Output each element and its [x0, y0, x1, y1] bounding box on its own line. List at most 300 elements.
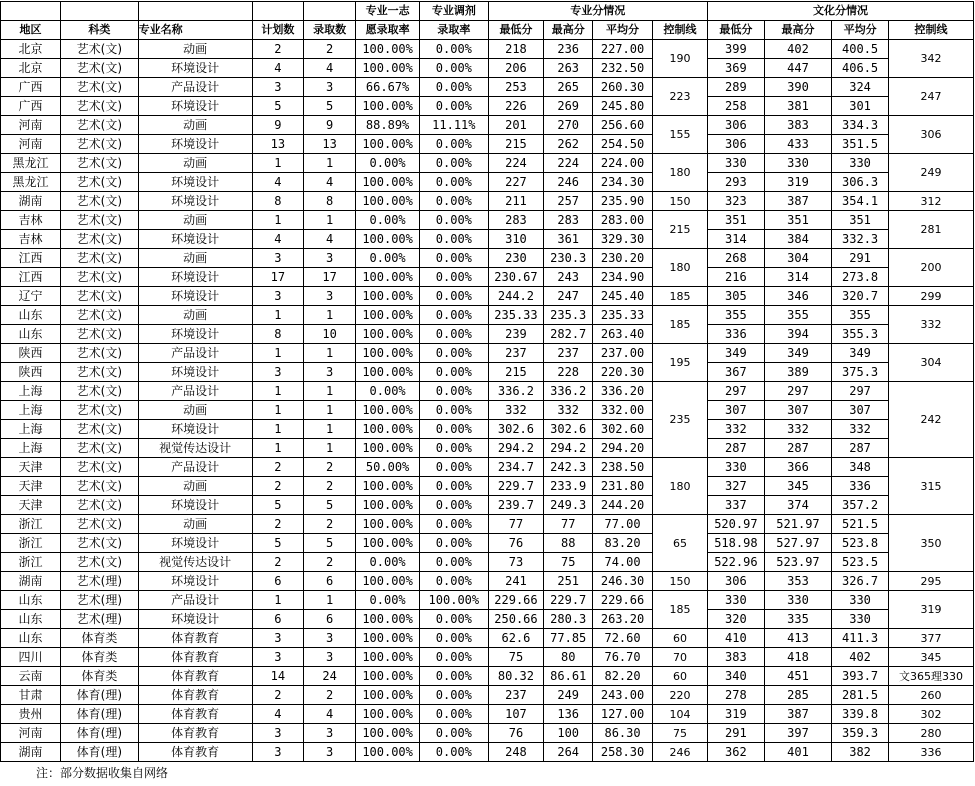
cell-culture-min: 258 [707, 97, 764, 116]
cell-plan: 3 [252, 743, 304, 762]
cell-first-choice-rate: 100.00% [356, 268, 420, 287]
cell-adjust-rate: 0.00% [420, 382, 488, 401]
table-row [1, 420, 974, 439]
cell-prof-avg: 127.00 [593, 705, 653, 724]
cell-adjust-rate: 0.00% [420, 59, 488, 78]
cell-adjust-rate: 11.11% [420, 116, 488, 135]
cell-admit: 9 [304, 116, 356, 135]
cell-prof-avg: 235.90 [593, 192, 653, 211]
cell-first-choice-rate: 100.00% [356, 363, 420, 382]
cell-prof-control: 75 [653, 724, 708, 743]
cell-culture-max: 297 [764, 382, 831, 401]
cell-prof-min: 206 [488, 59, 544, 78]
cell-prof-avg: 234.30 [593, 173, 653, 192]
cell-prof-max: 251 [544, 572, 593, 591]
cell-region: 山东 [1, 306, 61, 325]
cell-culture-avg: 357.2 [832, 496, 889, 515]
cell-admit: 4 [304, 705, 356, 724]
cell-prof-avg: 224.00 [593, 154, 653, 173]
cell-admit: 2 [304, 40, 356, 59]
header-prof-min: 最低分 [488, 21, 544, 40]
cell-prof-min: 310 [488, 230, 544, 249]
cell-prof-avg: 256.60 [593, 116, 653, 135]
cell-region: 黑龙江 [1, 154, 61, 173]
cell-prof-min: 248 [488, 743, 544, 762]
cell-culture-max: 319 [764, 173, 831, 192]
cell-adjust-rate: 0.00% [420, 458, 488, 477]
cell-culture-max: 390 [764, 78, 831, 97]
table-row [1, 344, 974, 363]
cell-prof-min: 234.7 [488, 458, 544, 477]
cell-adjust-rate: 0.00% [420, 306, 488, 325]
cell-region: 江西 [1, 249, 61, 268]
cell-culture-avg: 334.3 [832, 116, 889, 135]
cell-first-choice-rate: 0.00% [356, 553, 420, 572]
cell-culture-avg: 324 [832, 78, 889, 97]
cell-region: 广西 [1, 78, 61, 97]
cell-major: 环境设计 [138, 610, 252, 629]
table-row [1, 154, 974, 173]
cell-culture-avg: 400.5 [832, 40, 889, 59]
cell-admit: 1 [304, 439, 356, 458]
cell-first-choice-rate: 100.00% [356, 173, 420, 192]
cell-prof-avg: 336.20 [593, 382, 653, 401]
cell-first-choice-rate: 0.00% [356, 249, 420, 268]
cell-prof-max: 336.2 [544, 382, 593, 401]
cell-prof-min: 283 [488, 211, 544, 230]
cell-admit: 6 [304, 572, 356, 591]
cell-culture-control: 304 [889, 344, 974, 382]
cell-first-choice-rate: 66.67% [356, 78, 420, 97]
cell-major: 体育教育 [138, 705, 252, 724]
cell-culture-max: 401 [764, 743, 831, 762]
cell-prof-max: 294.2 [544, 439, 593, 458]
cell-major: 产品设计 [138, 344, 252, 363]
cell-adjust-rate: 0.00% [420, 610, 488, 629]
cell-culture-control: 280 [889, 724, 974, 743]
cell-first-choice-rate: 100.00% [356, 724, 420, 743]
cell-prof-control: 65 [653, 515, 708, 572]
cell-prof-avg: 243.00 [593, 686, 653, 705]
cell-culture-max: 387 [764, 705, 831, 724]
cell-culture-control: 200 [889, 249, 974, 287]
cell-category: 艺术(文) [61, 59, 139, 78]
cell-admit: 2 [304, 458, 356, 477]
cell-culture-min: 383 [707, 648, 764, 667]
cell-adjust-rate: 0.00% [420, 648, 488, 667]
cell-culture-control: 306 [889, 116, 974, 154]
cell-major: 体育教育 [138, 629, 252, 648]
cell-adjust-rate: 0.00% [420, 477, 488, 496]
cell-culture-min: 367 [707, 363, 764, 382]
cell-adjust-rate: 0.00% [420, 154, 488, 173]
table-row [1, 591, 974, 610]
cell-admit: 3 [304, 287, 356, 306]
cell-admit: 4 [304, 59, 356, 78]
cell-culture-control: 299 [889, 287, 974, 306]
cell-prof-control: 60 [653, 629, 708, 648]
cell-culture-min: 268 [707, 249, 764, 268]
cell-culture-min: 520.97 [707, 515, 764, 534]
table-row [1, 325, 974, 344]
cell-culture-avg: 359.3 [832, 724, 889, 743]
cell-prof-control: 246 [653, 743, 708, 762]
cell-prof-min: 107 [488, 705, 544, 724]
cell-major: 环境设计 [138, 496, 252, 515]
cell-region: 四川 [1, 648, 61, 667]
cell-first-choice-rate: 100.00% [356, 439, 420, 458]
cell-major: 动画 [138, 154, 252, 173]
cell-plan: 1 [252, 344, 304, 363]
cell-culture-avg: 411.3 [832, 629, 889, 648]
cell-culture-min: 306 [707, 116, 764, 135]
cell-category: 艺术(文) [61, 401, 139, 420]
cell-culture-max: 285 [764, 686, 831, 705]
cell-prof-max: 242.3 [544, 458, 593, 477]
cell-prof-min: 226 [488, 97, 544, 116]
cell-culture-control: 377 [889, 629, 974, 648]
cell-adjust-rate: 0.00% [420, 572, 488, 591]
cell-adjust-rate: 0.00% [420, 553, 488, 572]
cell-adjust-rate: 0.00% [420, 420, 488, 439]
cell-category: 艺术(文) [61, 192, 139, 211]
cell-region: 上海 [1, 439, 61, 458]
cell-plan: 8 [252, 325, 304, 344]
cell-culture-max: 351 [764, 211, 831, 230]
header-first-choice-top: 专业一志 [356, 2, 420, 21]
cell-culture-min: 337 [707, 496, 764, 515]
cell-prof-min: 201 [488, 116, 544, 135]
cell-plan: 6 [252, 572, 304, 591]
cell-category: 体育(理) [61, 743, 139, 762]
table-row [1, 534, 974, 553]
cell-adjust-rate: 0.00% [420, 686, 488, 705]
cell-prof-max: 136 [544, 705, 593, 724]
cell-culture-min: 522.96 [707, 553, 764, 572]
cell-region: 浙江 [1, 515, 61, 534]
cell-prof-max: 233.9 [544, 477, 593, 496]
cell-prof-control: 220 [653, 686, 708, 705]
cell-plan: 5 [252, 534, 304, 553]
table-row [1, 686, 974, 705]
cell-culture-max: 287 [764, 439, 831, 458]
cell-prof-max: 77 [544, 515, 593, 534]
cell-culture-control: 332 [889, 306, 974, 344]
cell-prof-control: 180 [653, 249, 708, 287]
cell-culture-avg: 523.8 [832, 534, 889, 553]
cell-region: 陕西 [1, 344, 61, 363]
cell-adjust-rate: 0.00% [420, 743, 488, 762]
cell-plan: 1 [252, 420, 304, 439]
cell-first-choice-rate: 100.00% [356, 401, 420, 420]
cell-culture-min: 330 [707, 458, 764, 477]
table-row [1, 382, 974, 401]
cell-culture-avg: 336 [832, 477, 889, 496]
header-prof-avg: 平均分 [593, 21, 653, 40]
cell-region: 云南 [1, 667, 61, 686]
cell-admit: 1 [304, 211, 356, 230]
cell-region: 天津 [1, 496, 61, 515]
cell-admit: 4 [304, 173, 356, 192]
cell-plan: 4 [252, 705, 304, 724]
cell-culture-control: 312 [889, 192, 974, 211]
cell-region: 湖南 [1, 192, 61, 211]
cell-culture-control: 295 [889, 572, 974, 591]
cell-prof-max: 282.7 [544, 325, 593, 344]
admission-table [0, 1, 974, 762]
cell-prof-avg: 254.50 [593, 135, 653, 154]
cell-culture-max: 527.97 [764, 534, 831, 553]
cell-adjust-rate: 0.00% [420, 534, 488, 553]
table-row [1, 173, 974, 192]
cell-culture-avg: 307 [832, 401, 889, 420]
cell-prof-min: 336.2 [488, 382, 544, 401]
cell-region: 北京 [1, 59, 61, 78]
cell-prof-max: 75 [544, 553, 593, 572]
cell-plan: 1 [252, 401, 304, 420]
cell-major: 环境设计 [138, 173, 252, 192]
cell-region: 贵州 [1, 705, 61, 724]
cell-admit: 5 [304, 496, 356, 515]
cell-region: 甘肃 [1, 686, 61, 705]
cell-first-choice-rate: 100.00% [356, 306, 420, 325]
cell-prof-avg: 231.80 [593, 477, 653, 496]
cell-culture-min: 349 [707, 344, 764, 363]
cell-prof-max: 80 [544, 648, 593, 667]
cell-culture-avg: 354.1 [832, 192, 889, 211]
cell-first-choice-rate: 0.00% [356, 211, 420, 230]
cell-prof-avg: 260.30 [593, 78, 653, 97]
cell-admit: 1 [304, 420, 356, 439]
cell-category: 体育(理) [61, 705, 139, 724]
cell-plan: 3 [252, 287, 304, 306]
cell-category: 艺术(文) [61, 287, 139, 306]
table-row [1, 116, 974, 135]
cell-adjust-rate: 0.00% [420, 363, 488, 382]
cell-admit: 4 [304, 230, 356, 249]
cell-culture-min: 291 [707, 724, 764, 743]
cell-culture-min: 399 [707, 40, 764, 59]
cell-plan: 3 [252, 724, 304, 743]
cell-culture-max: 389 [764, 363, 831, 382]
cell-culture-max: 330 [764, 591, 831, 610]
cell-prof-avg: 244.20 [593, 496, 653, 515]
cell-culture-min: 330 [707, 591, 764, 610]
cell-first-choice-rate: 0.00% [356, 382, 420, 401]
header-prof-control: 控制线 [653, 21, 708, 40]
cell-prof-max: 269 [544, 97, 593, 116]
cell-plan: 1 [252, 211, 304, 230]
cell-admit: 2 [304, 553, 356, 572]
cell-first-choice-rate: 100.00% [356, 705, 420, 724]
cell-first-choice-rate: 100.00% [356, 667, 420, 686]
cell-admit: 8 [304, 192, 356, 211]
cell-plan: 4 [252, 59, 304, 78]
cell-culture-max: 374 [764, 496, 831, 515]
cell-culture-max: 418 [764, 648, 831, 667]
cell-prof-max: 283 [544, 211, 593, 230]
cell-prof-avg: 332.00 [593, 401, 653, 420]
table-row [1, 78, 974, 97]
cell-admit: 1 [304, 401, 356, 420]
cell-prof-control: 60 [653, 667, 708, 686]
cell-admit: 2 [304, 477, 356, 496]
table-row [1, 268, 974, 287]
cell-region: 陕西 [1, 363, 61, 382]
cell-prof-control: 215 [653, 211, 708, 249]
cell-prof-avg: 230.20 [593, 249, 653, 268]
cell-major: 环境设计 [138, 59, 252, 78]
cell-admit: 6 [304, 610, 356, 629]
cell-prof-avg: 235.33 [593, 306, 653, 325]
cell-adjust-rate: 0.00% [420, 287, 488, 306]
cell-plan: 14 [252, 667, 304, 686]
cell-culture-avg: 393.7 [832, 667, 889, 686]
cell-culture-avg: 332 [832, 420, 889, 439]
cell-major: 产品设计 [138, 78, 252, 97]
table-body [1, 40, 974, 762]
table-row [1, 439, 974, 458]
cell-culture-max: 381 [764, 97, 831, 116]
cell-first-choice-rate: 100.00% [356, 192, 420, 211]
cell-culture-min: 351 [707, 211, 764, 230]
cell-culture-min: 332 [707, 420, 764, 439]
cell-culture-avg: 351.5 [832, 135, 889, 154]
cell-prof-max: 243 [544, 268, 593, 287]
cell-prof-min: 76 [488, 534, 544, 553]
cell-region: 江西 [1, 268, 61, 287]
cell-adjust-rate: 0.00% [420, 496, 488, 515]
cell-prof-avg: 234.90 [593, 268, 653, 287]
cell-prof-min: 80.32 [488, 667, 544, 686]
cell-culture-control: 249 [889, 154, 974, 192]
cell-adjust-rate: 0.00% [420, 40, 488, 59]
cell-first-choice-rate: 100.00% [356, 420, 420, 439]
cell-culture-min: 305 [707, 287, 764, 306]
table-row [1, 667, 974, 686]
cell-prof-min: 62.6 [488, 629, 544, 648]
cell-prof-max: 302.6 [544, 420, 593, 439]
cell-category: 艺术(理) [61, 572, 139, 591]
cell-admit: 3 [304, 724, 356, 743]
cell-culture-min: 330 [707, 154, 764, 173]
cell-culture-min: 278 [707, 686, 764, 705]
cell-plan: 9 [252, 116, 304, 135]
cell-plan: 4 [252, 230, 304, 249]
cell-adjust-rate: 0.00% [420, 173, 488, 192]
cell-culture-control: 336 [889, 743, 974, 762]
cell-culture-max: 413 [764, 629, 831, 648]
cell-plan: 5 [252, 496, 304, 515]
cell-region: 河南 [1, 135, 61, 154]
cell-prof-max: 270 [544, 116, 593, 135]
cell-adjust-rate: 0.00% [420, 401, 488, 420]
cell-prof-avg: 83.20 [593, 534, 653, 553]
cell-major: 环境设计 [138, 572, 252, 591]
cell-culture-min: 306 [707, 572, 764, 591]
cell-category: 艺术(文) [61, 78, 139, 97]
cell-first-choice-rate: 100.00% [356, 743, 420, 762]
cell-prof-avg: 329.30 [593, 230, 653, 249]
cell-major: 动画 [138, 40, 252, 59]
cell-region: 山东 [1, 591, 61, 610]
cell-prof-max: 77.85 [544, 629, 593, 648]
header-admit: 录取数 [304, 21, 356, 40]
cell-prof-control: 195 [653, 344, 708, 382]
cell-prof-max: 88 [544, 534, 593, 553]
cell-culture-max: 353 [764, 572, 831, 591]
cell-region: 山东 [1, 325, 61, 344]
header-culture-avg: 平均分 [832, 21, 889, 40]
table-row [1, 648, 974, 667]
cell-first-choice-rate: 100.00% [356, 515, 420, 534]
cell-prof-min: 77 [488, 515, 544, 534]
cell-culture-avg: 326.7 [832, 572, 889, 591]
cell-category: 体育(理) [61, 724, 139, 743]
table-row [1, 496, 974, 515]
cell-first-choice-rate: 100.00% [356, 648, 420, 667]
cell-major: 动画 [138, 306, 252, 325]
cell-prof-min: 294.2 [488, 439, 544, 458]
header-adjust-bottom: 录取率 [420, 21, 488, 40]
cell-prof-max: 229.7 [544, 591, 593, 610]
cell-category: 艺术(文) [61, 116, 139, 135]
cell-culture-max: 307 [764, 401, 831, 420]
cell-culture-max: 349 [764, 344, 831, 363]
cell-prof-avg: 245.80 [593, 97, 653, 116]
cell-adjust-rate: 0.00% [420, 439, 488, 458]
cell-major: 产品设计 [138, 382, 252, 401]
cell-culture-max: 335 [764, 610, 831, 629]
cell-major: 环境设计 [138, 268, 252, 287]
cell-culture-min: 355 [707, 306, 764, 325]
cell-first-choice-rate: 100.00% [356, 496, 420, 515]
cell-prof-max: 280.3 [544, 610, 593, 629]
header-blank-2 [61, 2, 139, 21]
cell-category: 体育类 [61, 667, 139, 686]
cell-region: 广西 [1, 97, 61, 116]
cell-first-choice-rate: 100.00% [356, 287, 420, 306]
table-row [1, 249, 974, 268]
cell-adjust-rate: 0.00% [420, 135, 488, 154]
cell-plan: 3 [252, 648, 304, 667]
cell-adjust-rate: 0.00% [420, 249, 488, 268]
cell-prof-avg: 283.00 [593, 211, 653, 230]
cell-prof-min: 237 [488, 686, 544, 705]
cell-category: 艺术(文) [61, 249, 139, 268]
cell-region: 吉林 [1, 230, 61, 249]
cell-culture-max: 402 [764, 40, 831, 59]
header-blank-1 [1, 2, 61, 21]
table-row [1, 401, 974, 420]
header-region: 地区 [1, 21, 61, 40]
cell-culture-avg: 330 [832, 610, 889, 629]
table-row [1, 610, 974, 629]
cell-first-choice-rate: 100.00% [356, 230, 420, 249]
cell-admit: 3 [304, 249, 356, 268]
cell-region: 湖南 [1, 743, 61, 762]
cell-prof-control: 185 [653, 287, 708, 306]
cell-plan: 2 [252, 686, 304, 705]
cell-prof-control: 150 [653, 572, 708, 591]
cell-first-choice-rate: 0.00% [356, 591, 420, 610]
cell-category: 艺术(文) [61, 458, 139, 477]
cell-culture-avg: 330 [832, 591, 889, 610]
cell-category: 艺术(文) [61, 553, 139, 572]
cell-prof-control: 150 [653, 192, 708, 211]
cell-prof-control: 104 [653, 705, 708, 724]
cell-admit: 5 [304, 97, 356, 116]
